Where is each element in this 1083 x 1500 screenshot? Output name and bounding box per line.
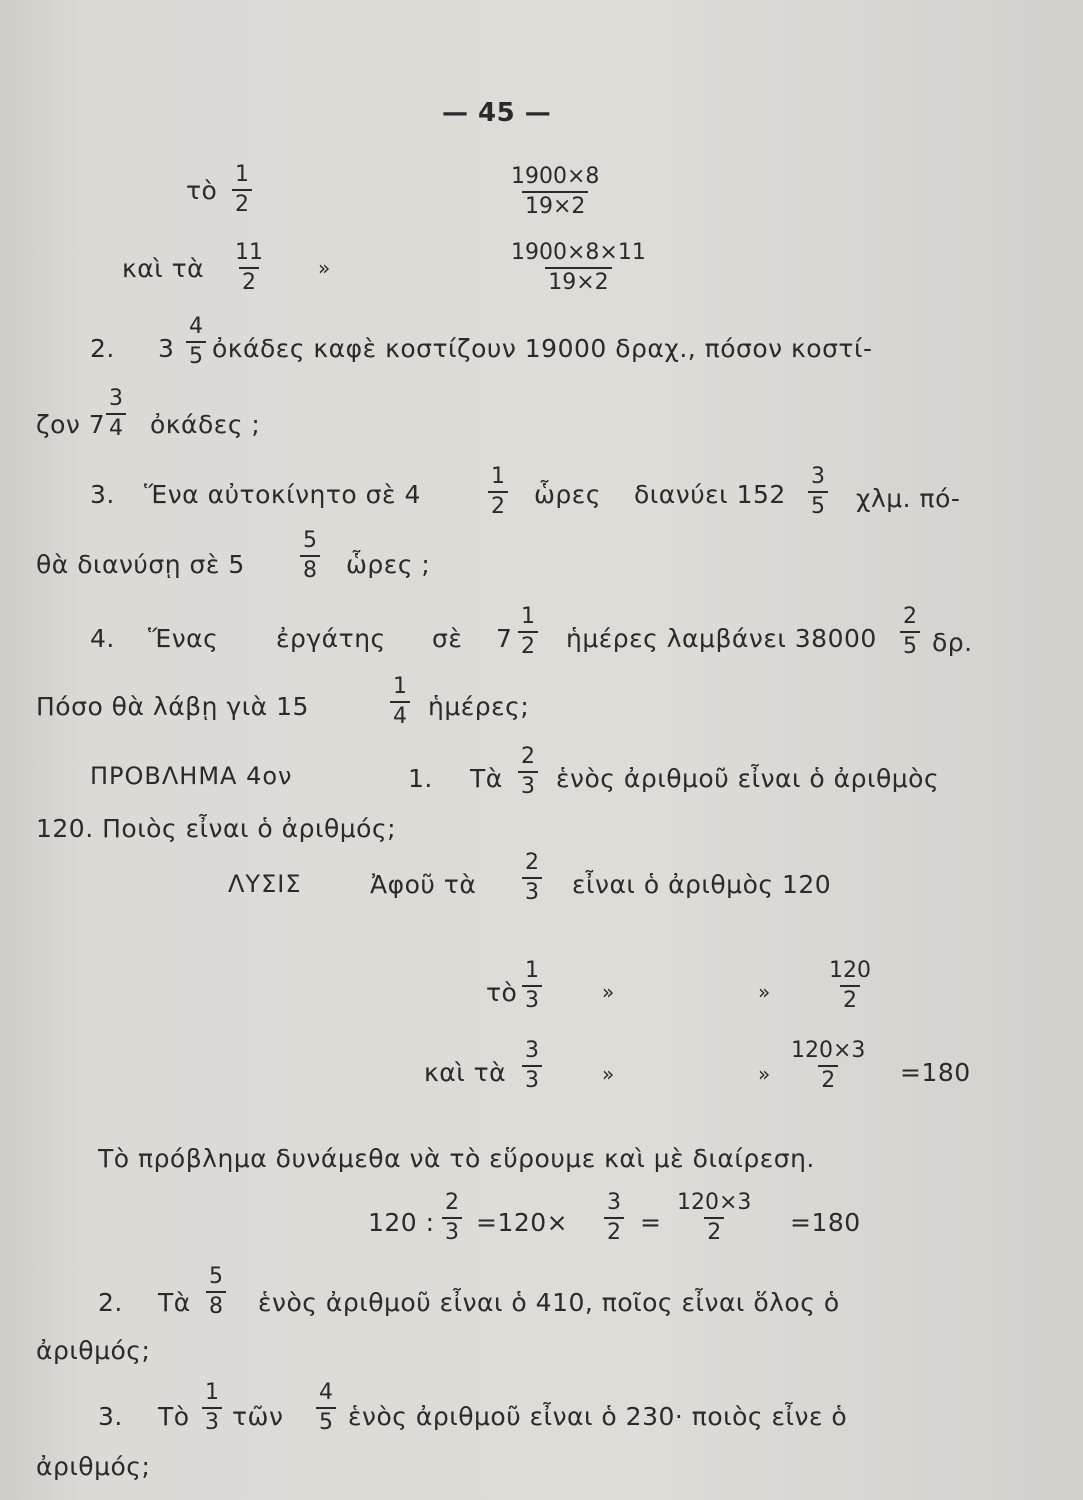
- ex2-number: 2.: [90, 334, 115, 363]
- ex4-text-d: 7: [496, 624, 513, 653]
- denominator: 2: [818, 1065, 838, 1092]
- denominator: 2: [604, 1217, 624, 1244]
- numerator: 1: [235, 162, 249, 187]
- denominator: 4: [106, 413, 126, 440]
- division-result: =180: [790, 1208, 861, 1237]
- division-a: 120 :: [368, 1208, 435, 1237]
- q2-line2: ἀριθμός;: [36, 1336, 151, 1365]
- ditto-mark: »: [602, 980, 615, 1004]
- denominator: 3: [202, 1407, 222, 1434]
- denominator: 3: [518, 771, 538, 798]
- division-fraction1: [442, 1192, 462, 1244]
- solution-row1-expression: [826, 960, 874, 1012]
- numerator: 1900×8×11: [511, 240, 646, 265]
- q3-fraction1: [202, 1382, 222, 1434]
- numerator: 3: [607, 1190, 621, 1215]
- top-row2-label: καὶ τὰ: [122, 254, 205, 283]
- denominator: 19×2: [545, 267, 611, 294]
- ex3-line2-start: θὰ διανύσῃ σὲ 5: [36, 550, 245, 579]
- ex3-text-c: διανύει 152: [634, 480, 786, 509]
- top-row1-fraction: [232, 164, 252, 216]
- numerator: 1: [205, 1380, 219, 1405]
- ex4-text-c: σὲ: [432, 624, 463, 653]
- numerator: 2: [445, 1190, 459, 1215]
- problem-line2: 120. Ποιὸς εἶναι ὁ ἀριθμός;: [36, 814, 397, 843]
- denominator: 3: [522, 877, 542, 904]
- top-row1-label: τὸ: [186, 176, 218, 205]
- ditto-mark: »: [758, 980, 771, 1004]
- numerator: 2: [521, 744, 535, 769]
- ex3-text-d: χλμ. πό-: [856, 484, 961, 513]
- ex4-line2-start: Πόσο θὰ λάβῃ γιὰ 15: [36, 692, 309, 721]
- problem-number: 1.: [408, 764, 433, 793]
- solution-row2-fraction: [522, 1040, 542, 1092]
- denominator: 2: [239, 267, 259, 294]
- ex4-number: 4.: [90, 624, 115, 653]
- ditto-mark: »: [758, 1062, 771, 1086]
- denominator: 8: [300, 555, 320, 582]
- ex3-line2-end: ὧρες ;: [346, 550, 431, 579]
- denominator: 19×2: [522, 191, 588, 218]
- solution-label: ΛΥΣΙΣ: [228, 870, 302, 898]
- numerator: 1900×8: [511, 164, 600, 189]
- q2-text-a: Τὰ: [158, 1288, 191, 1317]
- q2-fraction: [206, 1266, 226, 1318]
- numerator: 5: [303, 528, 317, 553]
- ex2-line2-start: ζον 7: [36, 410, 106, 439]
- numerator: 3: [525, 1038, 539, 1063]
- numerator: 1: [525, 958, 539, 983]
- ex4-text-f: δρ.: [932, 628, 973, 657]
- page-number: — 45 —: [442, 98, 552, 128]
- numerator: 3: [811, 464, 825, 489]
- ex3-text-b: ὧρες: [534, 480, 601, 509]
- top-row2-fraction: [232, 242, 266, 294]
- problem-heading: ΠΡΟΒΛΗΜΑ 4ον: [90, 762, 293, 790]
- ex2-text: ὀκάδες καφὲ κοστίζουν 19000 δραχ., πόσον κοστί-: [212, 334, 873, 363]
- numerator: 120×3: [791, 1038, 866, 1063]
- q3-text-c: ἑνὸς ἀριθμοῦ εἶναι ὁ 230· ποιὸς εἶνε ὁ: [348, 1402, 848, 1431]
- denominator: 2: [488, 491, 508, 518]
- numerator: 4: [319, 1380, 333, 1405]
- solution-row1-fraction: [522, 960, 542, 1012]
- solution-row2-result: =180: [900, 1058, 971, 1087]
- division-c: =: [640, 1208, 662, 1237]
- ex2-whole: 3: [158, 334, 175, 363]
- ex3-number: 3.: [90, 480, 115, 509]
- numerator: 120×3: [677, 1190, 752, 1215]
- ex4-fraction2: [900, 606, 920, 658]
- numerator: 1: [521, 604, 535, 629]
- division-fraction3: [674, 1192, 754, 1244]
- solution-row1-label: τὸ: [486, 978, 518, 1007]
- numerator: 2: [525, 850, 539, 875]
- ex4-text-e: ἡμέρες λαμβάνει 38000: [566, 624, 877, 653]
- problem-text-b: ἑνὸς ἀριθμοῦ εἶναι ὁ ἀριθμὸς: [556, 764, 940, 793]
- numerator: 11: [235, 240, 263, 265]
- q2-number: 2.: [98, 1288, 123, 1317]
- ex3-fraction3: [300, 530, 320, 582]
- numerator: 4: [189, 314, 203, 339]
- solution-row2-expression: [788, 1040, 868, 1092]
- q3-text-b: τῶν: [232, 1402, 284, 1431]
- ex4-fraction1: [518, 606, 538, 658]
- ex2-fraction: [186, 316, 206, 368]
- ex4-line2-end: ἡμέρες;: [428, 692, 530, 721]
- denominator: 2: [704, 1217, 724, 1244]
- problem-text-a: Τὰ: [470, 764, 503, 793]
- top-row1-expression: [508, 166, 602, 218]
- denominator: 3: [522, 985, 542, 1012]
- problem-fraction: [518, 746, 538, 798]
- numerator: 2: [903, 604, 917, 629]
- solution-text-b: εἶναι ὁ ἀριθμὸς 120: [572, 870, 832, 899]
- q3-line2: ἀριθμός;: [36, 1452, 151, 1481]
- ex4-text-a: Ἕνας: [148, 624, 219, 653]
- denominator: 3: [442, 1217, 462, 1244]
- ex3-fraction2: [808, 466, 828, 518]
- solution-row2-label: καὶ τὰ: [424, 1058, 507, 1087]
- ex3-text-a: Ἕνα αὐτοκίνητο σὲ 4: [144, 480, 421, 509]
- denominator: 5: [316, 1407, 336, 1434]
- numerator: 120: [829, 958, 871, 983]
- q3-number: 3.: [98, 1402, 123, 1431]
- ditto-mark: »: [602, 1062, 615, 1086]
- solution-text-a: Ἀφοῦ τὰ: [370, 870, 477, 899]
- division-b: =120×: [476, 1208, 569, 1237]
- numerator: 5: [209, 1264, 223, 1289]
- q3-text-a: Τὸ: [158, 1402, 190, 1431]
- ex4-text-b: ἐργάτης: [276, 624, 386, 653]
- denominator: 2: [840, 985, 860, 1012]
- denominator: 5: [186, 341, 206, 368]
- denominator: 2: [518, 631, 538, 658]
- denominator: 5: [808, 491, 828, 518]
- ditto-mark: »: [318, 256, 331, 280]
- division-text: Τὸ πρόβλημα δυνάμεθα νὰ τὸ εὕρουμε καὶ μὲ διαίρεση.: [98, 1144, 815, 1173]
- denominator: 5: [900, 631, 920, 658]
- numerator: 3: [109, 386, 123, 411]
- ex2-fraction2: [106, 388, 126, 440]
- ex4-fraction3: [390, 676, 410, 728]
- denominator: 8: [206, 1291, 226, 1318]
- numerator: 1: [491, 464, 505, 489]
- q2-text-b: ἑνὸς ἀριθμοῦ εἶναι ὁ 410, ποῖος εἶναι ὅλος ὁ: [258, 1288, 840, 1317]
- ex3-fraction1: [488, 466, 508, 518]
- division-fraction2: [604, 1192, 624, 1244]
- denominator: 3: [522, 1065, 542, 1092]
- ex2-line2-end: ὀκάδες ;: [150, 410, 261, 439]
- q3-fraction2: [316, 1382, 336, 1434]
- numerator: 1: [393, 674, 407, 699]
- top-row2-expression: [508, 242, 649, 294]
- denominator: 4: [390, 701, 410, 728]
- solution-fraction: [522, 852, 542, 904]
- denominator: 2: [232, 189, 252, 216]
